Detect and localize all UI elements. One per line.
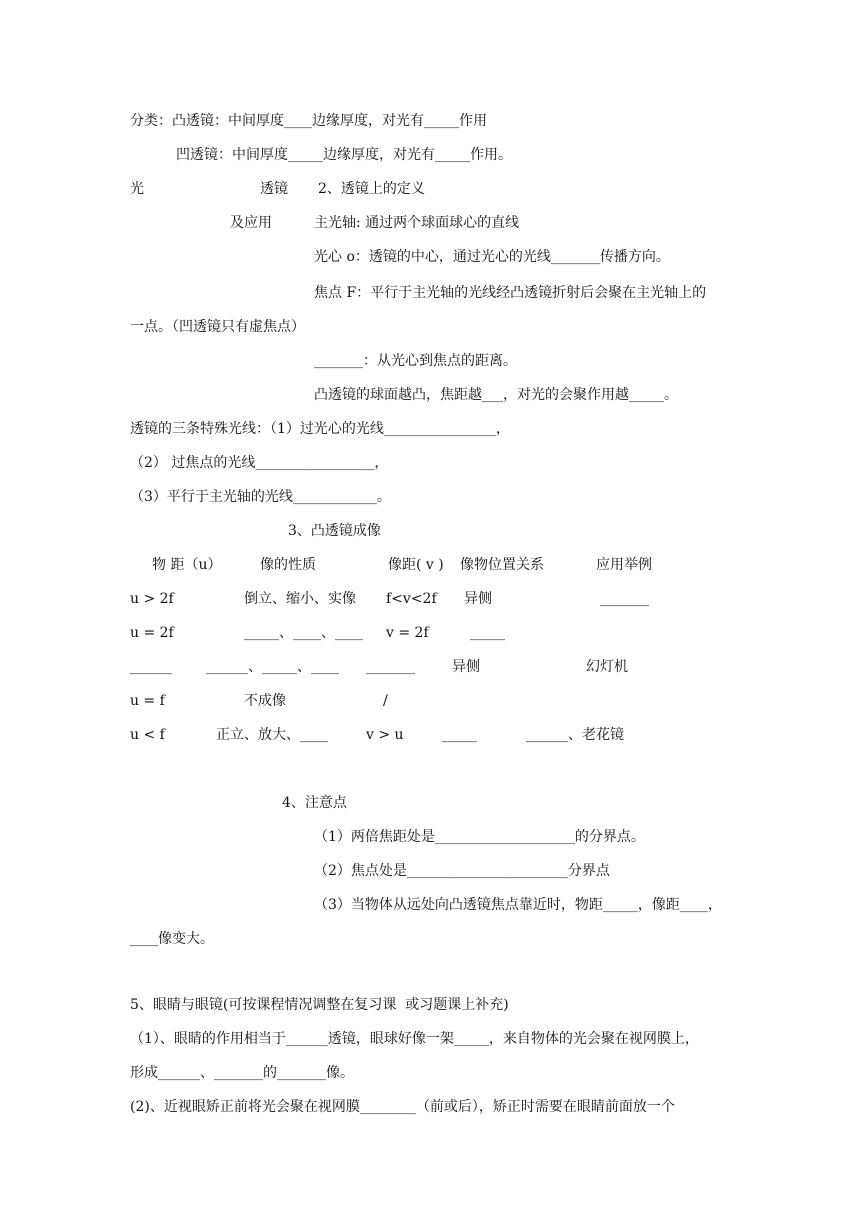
col-header-application: 应用举例 — [596, 557, 652, 573]
lens-curvature-line: 凸透镜的球面越凸，焦距越___，对光的会聚作用越_____。 — [314, 387, 678, 403]
focal-point-continuation: 一点。（凹透镜只有虚焦点） — [130, 319, 305, 335]
table-cell: ______ — [130, 659, 172, 675]
table-cell: 幻灯机 — [586, 659, 628, 675]
optical-center-definition: 光心 o：透镜的中心，通过光心的光线_______传播方向。 — [314, 249, 670, 265]
focal-length-definition: _______：从光心到焦点的距离。 — [314, 353, 517, 369]
table-cell: v = 2f — [386, 625, 429, 641]
table-cell: 异侧 — [452, 659, 480, 675]
table-cell: u < f — [130, 727, 165, 743]
section-label-application: 及应用 — [230, 215, 272, 231]
col-header-object-distance: 物 距（u） — [152, 557, 222, 573]
table-cell: _______ — [600, 591, 649, 607]
table-cell: _______ — [366, 659, 415, 675]
principal-axis-definition: 主光轴: 通过两个球面球心的直线 — [314, 215, 520, 231]
note-3: （3）当物体从远处向凸透镜焦点靠近时，物距_____，像距____， — [314, 897, 722, 913]
table-cell: ______、老花镜 — [526, 727, 624, 743]
special-rays-line-1: 透镜的三条特殊光线：（1）过光心的光线________________， — [130, 421, 510, 437]
heading-convex-imaging: 3、凸透镜成像 — [288, 523, 381, 539]
special-rays-line-3: （3）平行于主光轴的光线____________。 — [130, 489, 391, 505]
table-cell: 不成像 — [244, 693, 286, 709]
section-label-lens: 透镜 — [260, 181, 288, 197]
eye-function-continuation: 形成______、_______的_______像。 — [130, 1065, 354, 1081]
table-cell: _____ — [470, 625, 505, 641]
myopia-correction-line: (2)、近视眼矫正前将光会聚在视网膜________（前或后），矫正时需要在眼睛前面放一个 — [130, 1099, 675, 1115]
section-label-guang: 光 — [130, 181, 144, 197]
table-cell: _____ — [442, 727, 477, 743]
concave-lens-line: 凹透镜：中间厚度_____边缘厚度，对光有_____作用。 — [176, 147, 512, 163]
table-cell: u = 2f — [130, 625, 174, 641]
table-cell: 倒立、缩小、实像 — [244, 591, 356, 607]
table-cell: u > 2f — [130, 591, 174, 607]
table-cell: u = f — [130, 693, 165, 709]
note-2: （2）焦点处是_______________________分界点 — [314, 863, 610, 879]
special-rays-line-2: （2） 过焦点的光线_________________， — [130, 455, 389, 471]
table-cell: v > u — [366, 727, 404, 743]
note-1: （1）两倍焦距处是____________________的分界点。 — [314, 829, 645, 845]
table-cell: f<v<2f — [386, 591, 437, 607]
heading-notes: 4、注意点 — [282, 795, 347, 811]
col-header-position-relation: 像物位置关系 — [460, 557, 544, 573]
note-3-continuation: ____像变大。 — [130, 931, 214, 947]
table-cell: / — [383, 693, 388, 709]
heading-lens-definitions: 2、透镜上的定义 — [318, 181, 425, 197]
table-cell: _____、____、____ — [244, 625, 363, 641]
heading-eyes-glasses: 5、眼睛与眼镜(可按课程情况调整在复习课 或习题课上补充) — [130, 997, 509, 1013]
classification-line: 分类：凸透镜：中间厚度____边缘厚度，对光有_____作用 — [130, 113, 487, 129]
table-cell: 异侧 — [464, 591, 492, 607]
focal-point-definition: 焦点 F：平行于主光轴的光线经凸透镜折射后会聚在主光轴上的 — [314, 285, 707, 301]
table-cell: ______、_____、____ — [206, 659, 339, 675]
table-cell: 正立、放大、____ — [216, 727, 328, 743]
col-header-image-nature: 像的性质 — [260, 557, 316, 573]
eye-function-line: （1）、眼睛的作用相当于______透镜，眼球好像一架_____，来自物体的光会聚在视网膜上， — [130, 1031, 699, 1047]
col-header-image-distance: 像距( v ) — [388, 557, 444, 573]
